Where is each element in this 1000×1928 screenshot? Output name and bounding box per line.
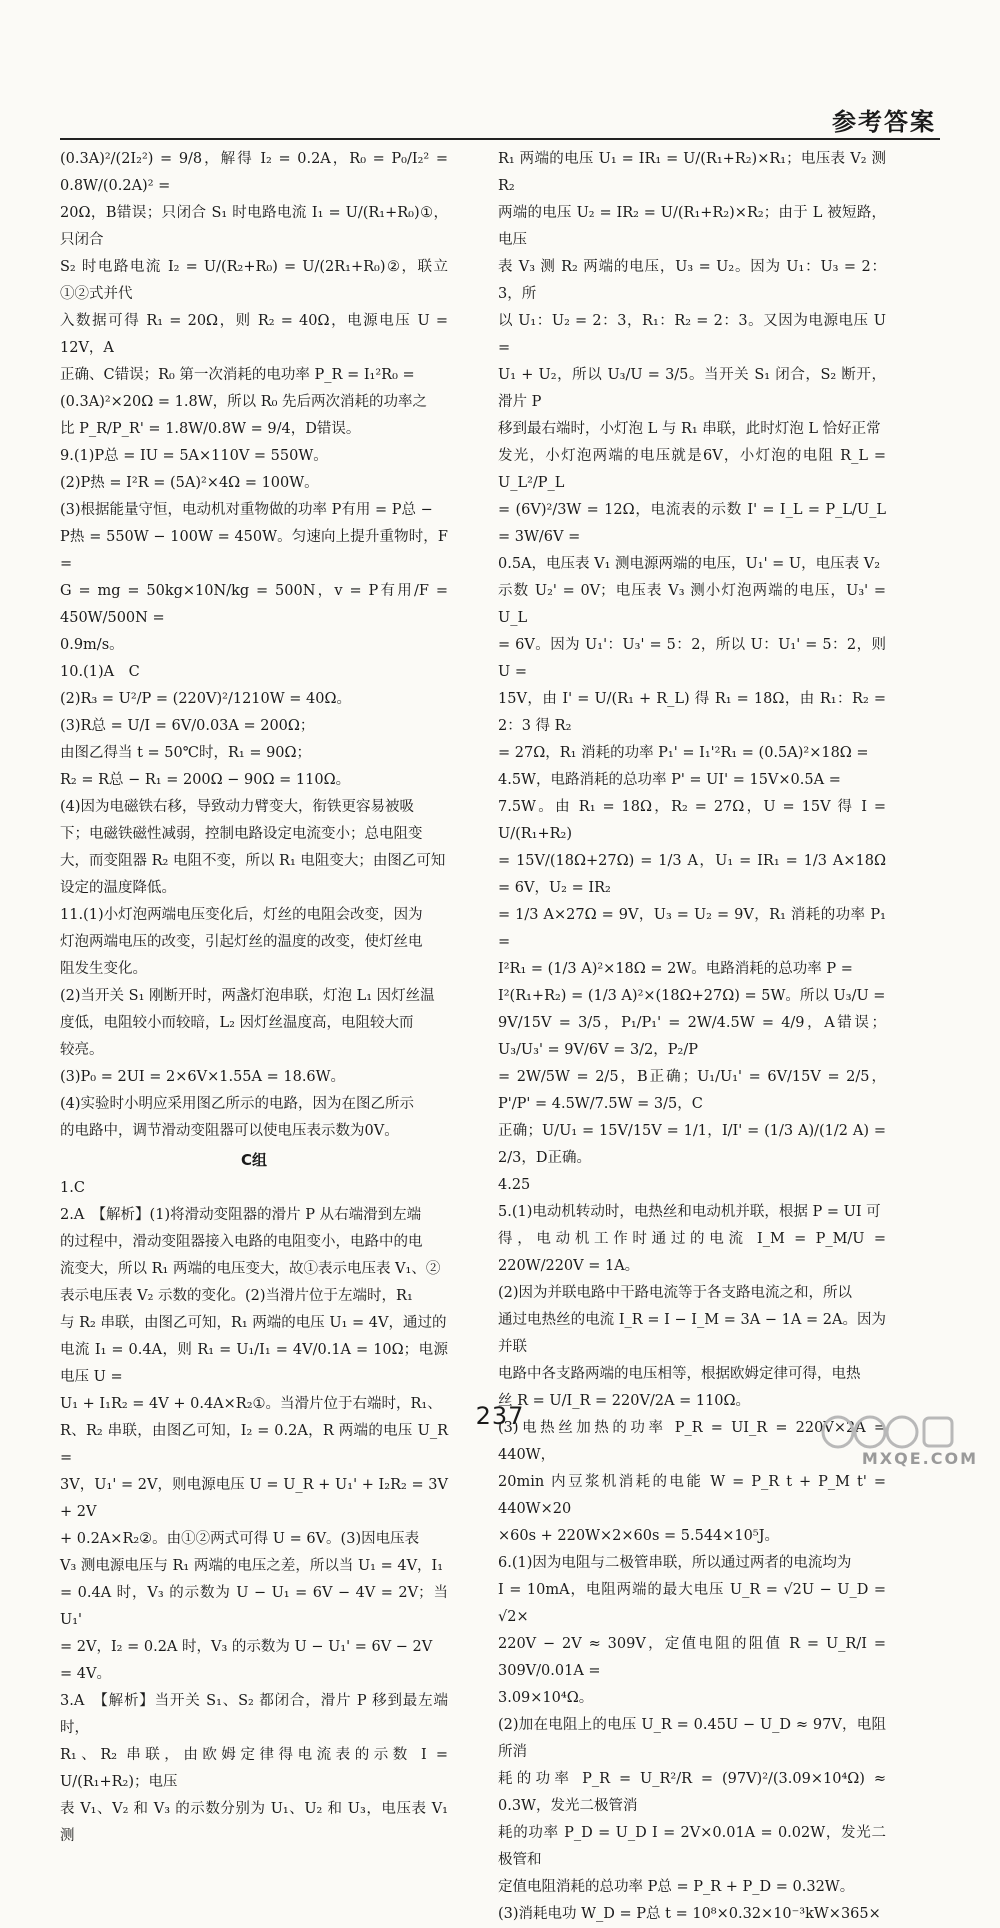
answer-line: (2)R₃ = U²/P = (220V)²/1210W = 40Ω。: [60, 691, 351, 707]
answer-line: 0.5A，电压表 V₁ 测电源两端的电压，U₁' = U，电压表 V₂: [498, 556, 881, 572]
answer-line: 设定的温度降低。: [60, 880, 176, 896]
section-title: 参考答案: [832, 108, 936, 136]
answer-line: 度低，电阻较小而较暗，L₂ 因灯丝温度高，电阻较大而: [60, 1015, 414, 1031]
answer-line: 20Ω，B错误；只闭合 S₁ 时电路电流 I₁ = U/(R₁+R₀)①，只闭合: [60, 205, 448, 248]
answer-line: 电路中各支路两端的电压相等，根据欧姆定律可得，电热: [498, 1366, 861, 1382]
answer-line: (3)P₀ = 2UI = 2×6V×1.55A = 18.6W。: [60, 1069, 346, 1085]
answer-line: 4.5W，电路消耗的总功率 P' = UI' = 15V×0.5A =: [498, 772, 841, 788]
answer-line: 入数据可得 R₁ = 20Ω，则 R₂ = 40Ω，电源电压 U = 12V，A: [60, 313, 448, 356]
answer-line: 9V/15V = 3/5，P₁/P₁' = 2W/4.5W = 4/9，A错误；U₃/U₃' = 9V/6V = 3/2，P₂/P: [498, 1015, 886, 1058]
answer-line: 的电路中，调节滑动变阻器可以使电压表示数为0V。: [60, 1123, 399, 1139]
answer-line: 220V − 2V ≈ 309V，定值电阻的阻值 R = U_R/I = 309V/0.01A =: [498, 1636, 886, 1679]
answer-line: (3)消耗电功 W_D = P总 t = 10⁸×0.32×10⁻³kW×365×: [498, 1906, 881, 1922]
answer-line: 电流 I₁ = 0.4A，则 R₁ = U₁/I₁ = 4V/0.1A = 10Ω；电源电压 U =: [60, 1342, 448, 1385]
answer-line: 通过电热丝的电流 I_R = I − I_M = 3A − 1A = 2A。因为并联: [498, 1312, 886, 1355]
answer-line: 表 V₃ 测 R₂ 两端的电压，U₃ = U₂。因为 U₁：U₃ = 2：3，所: [498, 259, 886, 302]
page-number: 237: [475, 1402, 525, 1430]
watermark: [818, 1410, 986, 1468]
answer-line: 4.25: [498, 1177, 531, 1193]
answer-line: 表示电压表 V₂ 示数的变化。(2)当滑片位于左端时，R₁: [60, 1288, 413, 1304]
answer-line: = 4V。: [60, 1666, 111, 1682]
answer-line: I²(R₁+R₂) = (1/3 A)²×(18Ω+27Ω) = 5W。所以 U₃/U =: [498, 988, 886, 1004]
answer-line: ×60s + 220W×2×60s = 5.544×10⁵J。: [498, 1528, 780, 1544]
answer-line: 耗的功率 P_D = U_D I = 2V×0.01A = 0.02W，发光二极管和: [498, 1825, 886, 1868]
answer-line: 丝 R = U/I_R = 220V/2A = 110Ω。: [498, 1393, 751, 1409]
answer-line: 11.(1)小灯泡两端电压变化后，灯丝的电阻会改变，因为: [60, 907, 423, 923]
answer-line: + 0.2A×R₂②。由①②两式可得 U = 6V。(3)因电压表: [60, 1531, 420, 1547]
answer-line: 3V，U₁' = 2V，则电源电压 U = U_R + U₁' + I₂R₂ = 3V + 2V: [60, 1477, 448, 1520]
answer-line: P热 = 550W − 100W = 450W。匀速向上提升重物时，F =: [60, 529, 448, 572]
answer-line: (3)根据能量守恒，电动机对重物做的功率 P有用 = P总 −: [60, 502, 433, 518]
watermark-text: MXQE.COM: [861, 1449, 978, 1468]
answer-line: 的过程中，滑动变阻器接入电路的电阻变小，电路中的电: [60, 1234, 423, 1250]
group-heading: C组: [240, 1151, 267, 1169]
answer-line: = 6V。因为 U₁'：U₃' = 5：2，所以 U：U₁' = 5：2，则 U =: [498, 637, 886, 680]
answer-line: (2)因为并联电路中干路电流等于各支路电流之和，所以: [498, 1285, 853, 1301]
answer-line: V₃ 测电源电压与 R₁ 两端的电压之差，所以当 U₁ = 4V，I₁: [60, 1558, 444, 1574]
answer-line: 灯泡两端电压的改变，引起灯丝的温度的改变，使灯丝电: [60, 934, 423, 950]
answer-line: 9.(1)P总 = IU = 5A×110V = 550W。: [60, 448, 328, 464]
header-rule: [60, 138, 940, 140]
answer-line: 由图乙得当 t = 50℃时，R₁ = 90Ω；: [60, 745, 312, 761]
answer-line: = (6V)²/3W = 12Ω，电流表的示数 I' = I_L = P_L/U_L = 3W/6V =: [498, 502, 886, 545]
answer-line: 耗的功率 P_R = U_R²/R = (97V)²/(3.09×10⁴Ω) ≈ 0.3W，发光二极管消: [498, 1771, 886, 1814]
answer-line: 移到最右端时，小灯泡 L 与 R₁ 串联，此时灯泡 L 恰好正常: [498, 421, 881, 437]
left-column: [60, 146, 448, 1844]
answer-line: 正确、C错误；R₀ 第一次消耗的电功率 P_R = I₁²R₀ =: [60, 367, 415, 383]
answer-line: 10.(1)A C: [60, 664, 140, 680]
answer-line: 与 R₂ 串联，由图乙可知，R₁ 两端的电压 U₁ = 4V，通过的: [60, 1315, 447, 1331]
answer-line: 2.A 【解析】(1)将滑动变阻器的滑片 P 从右端滑到左端: [60, 1207, 422, 1223]
answer-line: 比 P_R/P_R' = 1.8W/0.8W = 9/4，D错误。: [60, 421, 361, 437]
answer-line: 3.A 【解析】当开关 S₁、S₂ 都闭合，滑片 P 移到最左端时，: [60, 1693, 448, 1736]
answer-line: R、R₂ 串联，由图乙可知，I₂ = 0.2A，R 两端的电压 U_R =: [60, 1423, 448, 1466]
answer-line: (2)当开关 S₁ 刚断开时，两盏灯泡串联，灯泡 L₁ 因灯丝温: [60, 988, 435, 1004]
answer-line: (4)因为电磁铁右移，导致动力臂变大，衔铁更容易被吸: [60, 799, 415, 815]
answer-line: 正确；U/U₁ = 15V/15V = 1/1，I/I' = (1/3 A)/(1/2 A) = 2/3，D正确。: [498, 1123, 886, 1166]
answer-line: = 15V/(18Ω+27Ω) = 1/3 A，U₁ = IR₁ = 1/3 A×18Ω = 6V，U₂ = IR₂: [498, 853, 886, 896]
answer-line: U₁ + I₁R₂ = 4V + 0.4A×R₂①。当滑片位于右端时，R₁、: [60, 1396, 442, 1412]
answer-line: 发光，小灯泡两端的电压就是6V，小灯泡的电阻 R_L = U_L²/P_L: [498, 448, 886, 491]
answer-line: 7.5W。由 R₁ = 18Ω，R₂ = 27Ω，U = 15V 得 I = U/(R₁+R₂): [498, 799, 886, 842]
answer-line: 5.(1)电动机转动时，电热丝和电动机并联，根据 P = UI 可: [498, 1204, 881, 1220]
answer-line: 6.(1)因为电阻与二极管串联，所以通过两者的电流均为: [498, 1555, 852, 1571]
answer-line: 15V，由 I' = U/(R₁ + R_L) 得 R₁ = 18Ω，由 R₁：R₂ = 2：3 得 R₂: [498, 691, 886, 734]
answer-line: 流变大，所以 R₁ 两端的电压变大，故①表示电压表 V₁、②: [60, 1261, 441, 1277]
answer-line: 以 U₁：U₂ = 2：3，R₁：R₂ = 2：3。又因为电源电压 U =: [498, 313, 886, 356]
answer-line: (0.3A)²×20Ω = 1.8W，所以 R₀ 先后两次消耗的功率之: [60, 394, 428, 410]
answer-line: 表 V₁、V₂ 和 V₃ 的示数分别为 U₁、U₂ 和 U₃，电压表 V₁ 测: [60, 1801, 448, 1844]
answer-line: I²R₁ = (1/3 A)²×18Ω = 2W。电路消耗的总功率 P =: [498, 961, 853, 977]
answer-line: = 2W/5W = 2/5，B正确；U₁/U₁' = 6V/15V = 2/5，P'/P' = 4.5W/7.5W = 3/5，C: [498, 1069, 886, 1112]
answer-line: R₂ = R总 − R₁ = 200Ω − 90Ω = 110Ω。: [60, 772, 351, 788]
answer-line: 大，而变阻器 R₂ 电阻不变，所以 R₁ 电阻变大；由图乙可知: [60, 853, 446, 869]
answer-line: (3)电热丝加热的功率 P_R = UI_R = 220V×2A = 440W，: [498, 1420, 886, 1463]
answer-line: 3.09×10⁴Ω。: [498, 1690, 594, 1706]
answer-line: G = mg = 50kg×10N/kg = 500N，v = P有用/F = 450W/500N =: [60, 583, 448, 626]
answer-line: S₂ 时电路电流 I₂ = U/(R₂+R₀) = U/(2R₁+R₀)②，联立①②式并代: [60, 259, 448, 302]
answer-line: 下；电磁铁磁性减弱，控制电路设定电流变小；总电阻变: [60, 826, 423, 842]
answer-line: 1.C: [60, 1180, 85, 1196]
answer-line: 示数 U₂' = 0V；电压表 V₃ 测小灯泡两端的电压，U₃' = U_L: [498, 583, 886, 626]
answer-line: 两端的电压 U₂ = IR₂ = U/(R₁+R₂)×R₂；由于 L 被短路，电压: [498, 205, 886, 248]
answer-line: (0.3A)²/(2I₂²) = 9/8，解得 I₂ = 0.2A，R₀ = P₀/I₂² = 0.8W/(0.2A)² =: [60, 151, 448, 194]
answer-line: R₁ 两端的电压 U₁ = IR₁ = U/(R₁+R₂)×R₁；电压表 V₂ 测 R₂: [498, 151, 886, 194]
answer-line: 定值电阻消耗的总功率 P总 = P_R + P_D = 0.32W。: [498, 1879, 855, 1895]
answer-line: 阻发生变化。: [60, 961, 147, 977]
answer-line: (4)实验时小明应采用图乙所示的电路，因为在图乙所示: [60, 1096, 415, 1112]
answer-line: 0.9m/s。: [60, 637, 124, 653]
answer-line: = 27Ω，R₁ 消耗的功率 P₁' = I₁'²R₁ = (0.5A)²×18Ω =: [498, 745, 869, 761]
answer-line: (3)R总 = U/I = 6V/0.03A = 200Ω；: [60, 718, 315, 734]
answer-line: (2)加在电阻上的电压 U_R = 0.45U − U_D ≈ 97V，电阻所消: [498, 1717, 886, 1760]
answer-line: 较亮。: [60, 1042, 104, 1058]
page-header: [60, 96, 940, 140]
answer-line: I = 10mA，电阻两端的最大电压 U_R = √2U − U_D = √2×: [498, 1582, 886, 1625]
answer-line: U₁ + U₂，所以 U₃/U = 3/5。当开关 S₁ 闭合，S₂ 断开，滑片 P: [498, 367, 886, 410]
answer-line: R₁、R₂ 串联，由欧姆定律得电流表的示数 I = U/(R₁+R₂)；电压: [60, 1747, 448, 1790]
answer-line: (2)P热 = I²R = (5A)²×4Ω = 100W。: [60, 475, 319, 491]
answer-line: 20min 内豆浆机消耗的电能 W = P_R t + P_M t' = 440W×20: [498, 1474, 886, 1517]
answer-line: = 0.4A 时，V₃ 的示数为 U − U₁ = 6V − 4V = 2V；当 U₁': [60, 1585, 448, 1628]
answer-line: 得，电动机工作时通过的电流 I_M = P_M/U = 220W/220V = 1A。: [498, 1231, 886, 1274]
answer-line: = 1/3 A×27Ω = 9V，U₃ = U₂ = 9V，R₁ 消耗的功率 P₁ =: [498, 907, 886, 950]
answer-line: = 2V，I₂ = 0.2A 时，V₃ 的示数为 U − U₁' = 6V − 2V: [60, 1639, 433, 1655]
